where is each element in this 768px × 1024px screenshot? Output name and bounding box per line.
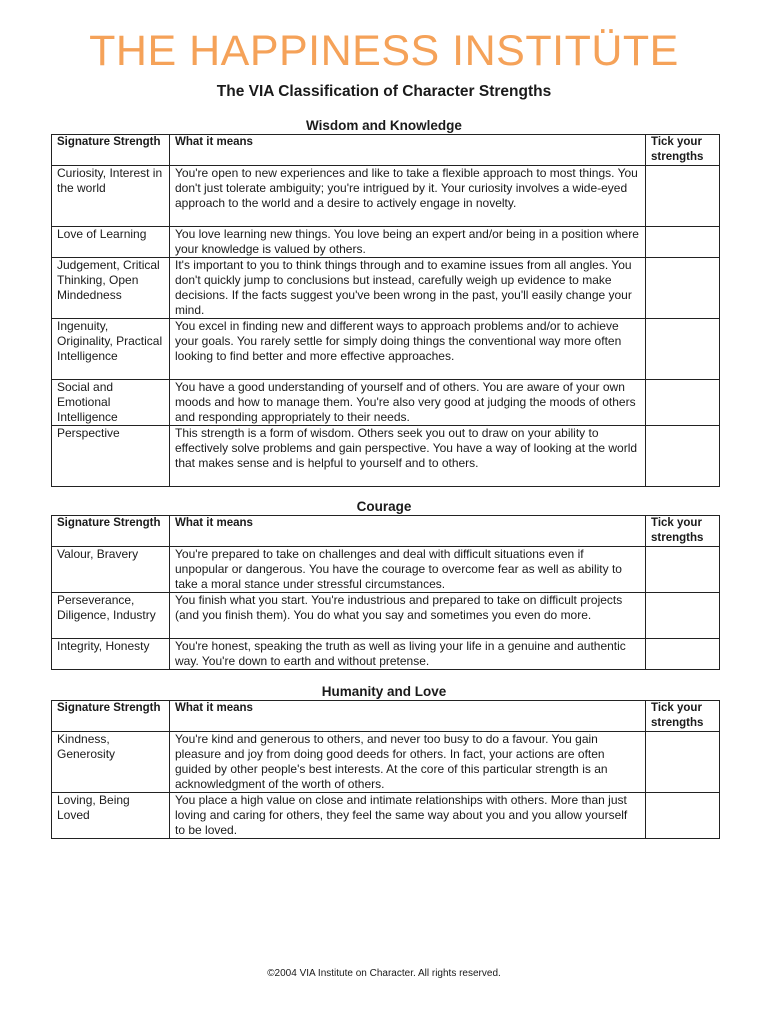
strength-name: Perspective <box>52 426 170 487</box>
header-what-it-means: What it means <box>170 135 646 166</box>
table-row <box>52 793 720 839</box>
tick-cell[interactable] <box>646 227 720 258</box>
strength-meaning: You excel in finding new and different ways to approach problems and/or to achieve your goals. You rarely settle for simply doing things the conventional way more often looking to find better and more effective approaches. <box>170 319 646 380</box>
tick-cell[interactable] <box>646 732 720 793</box>
copyright-footer: ©2004 VIA Institute on Character. All rights reserved. <box>267 968 501 979</box>
table-courage <box>51 515 720 670</box>
table-row <box>52 319 720 380</box>
table-row <box>52 732 720 793</box>
strength-name: Judgement, Critical Thinking, Open Mindedness <box>52 258 170 319</box>
table-header-row <box>52 516 720 547</box>
strength-name: Integrity, Honesty <box>52 639 170 670</box>
table-row <box>52 227 720 258</box>
table-header-row <box>52 701 720 732</box>
header-signature-strength: Signature Strength <box>52 701 170 732</box>
table-row <box>52 593 720 639</box>
strength-meaning: You place a high value on close and intimate relationships with others. More than just loving and caring for others, they feel the same way about you and you allow yourself to be loved. <box>170 793 646 839</box>
strength-meaning: You love learning new things. You love being an expert and/or being in a position where your knowledge is valued by others. <box>170 227 646 258</box>
table-wisdom <box>51 134 720 487</box>
table-row <box>52 547 720 593</box>
tick-cell[interactable] <box>646 639 720 670</box>
strength-meaning: This strength is a form of wisdom. Others seek you out to draw on your ability to effectively solve problems and gain perspective. You have a way of looking at the world that makes sense and is helpful to yourself and to others. <box>170 426 646 487</box>
strength-name: Ingenuity, Originality, Practical Intelligence <box>52 319 170 380</box>
tick-cell[interactable] <box>646 166 720 227</box>
brand-logo: THE HAPPINESS INSTITÜTE <box>89 27 679 75</box>
header-signature-strength: Signature Strength <box>52 135 170 166</box>
table-row <box>52 639 720 670</box>
document-title: The VIA Classification of Character Strengths <box>216 83 552 100</box>
strength-meaning: You finish what you start. You're industrious and prepared to take on difficult projects (and you finish them). You do what you say and sometimes you even do more. <box>170 593 646 639</box>
strength-meaning: You're open to new experiences and like to take a flexible approach to most things. You don't just tolerate ambiguity; you're intrigued by it. Your curiosity involves a wide-eyed approach to the world and a desire to actively engage in novelty. <box>170 166 646 227</box>
strength-name: Love of Learning <box>52 227 170 258</box>
table-row <box>52 258 720 319</box>
header-tick-strengths: Tick your strengths <box>646 516 720 547</box>
table-row <box>52 380 720 426</box>
strength-meaning: It's important to you to think things through and to examine issues from all angles. You don't quickly jump to conclusions but instead, carefully weigh up evidence to make decisions. If the facts suggest you've been wrong in the past, you'll easily change your mind. <box>170 258 646 319</box>
section-title-humanity: Humanity and Love <box>321 684 447 699</box>
strength-name: Perseverance, Diligence, Industry <box>52 593 170 639</box>
strength-meaning: You have a good understanding of yourself and of others. You are aware of your own moods and how to manage them. You're also very good at judging the moods of others and responding appropriately to their needs. <box>170 380 646 426</box>
table-header-row <box>52 135 720 166</box>
header-signature-strength: Signature Strength <box>52 516 170 547</box>
strength-name: Kindness, Generosity <box>52 732 170 793</box>
strength-name: Curiosity, Interest in the world <box>52 166 170 227</box>
table-row <box>52 166 720 227</box>
tick-cell[interactable] <box>646 793 720 839</box>
strength-name: Loving, Being Loved <box>52 793 170 839</box>
table-humanity <box>51 700 720 839</box>
tick-cell[interactable] <box>646 258 720 319</box>
header-what-it-means: What it means <box>170 516 646 547</box>
table-row <box>52 426 720 487</box>
header-tick-strengths: Tick your strengths <box>646 135 720 166</box>
tick-cell[interactable] <box>646 547 720 593</box>
strength-meaning: You're kind and generous to others, and never too busy to do a favour. You gain pleasure and joy from doing good deeds for others. In fact, your actions are often guided by other people's best interests. At the core of this particular strength is an acknowledgment of the worth of others. <box>170 732 646 793</box>
tick-cell[interactable] <box>646 426 720 487</box>
strength-name: Valour, Bravery <box>52 547 170 593</box>
strength-name: Social and Emotional Intelligence <box>52 380 170 426</box>
section-title-wisdom: Wisdom and Knowledge <box>306 118 462 133</box>
tick-cell[interactable] <box>646 380 720 426</box>
section-title-courage: Courage <box>356 499 412 514</box>
header-tick-strengths: Tick your strengths <box>646 701 720 732</box>
tick-cell[interactable] <box>646 319 720 380</box>
strength-meaning: You're honest, speaking the truth as well as living your life in a genuine and authentic way. You're down to earth and without pretense. <box>170 639 646 670</box>
tick-cell[interactable] <box>646 593 720 639</box>
header-what-it-means: What it means <box>170 701 646 732</box>
strength-meaning: You're prepared to take on challenges and deal with difficult situations even if unpopular or dangerous. You have the courage to overcome fear as well as ability to take a moral stance under stressful circumstances. <box>170 547 646 593</box>
